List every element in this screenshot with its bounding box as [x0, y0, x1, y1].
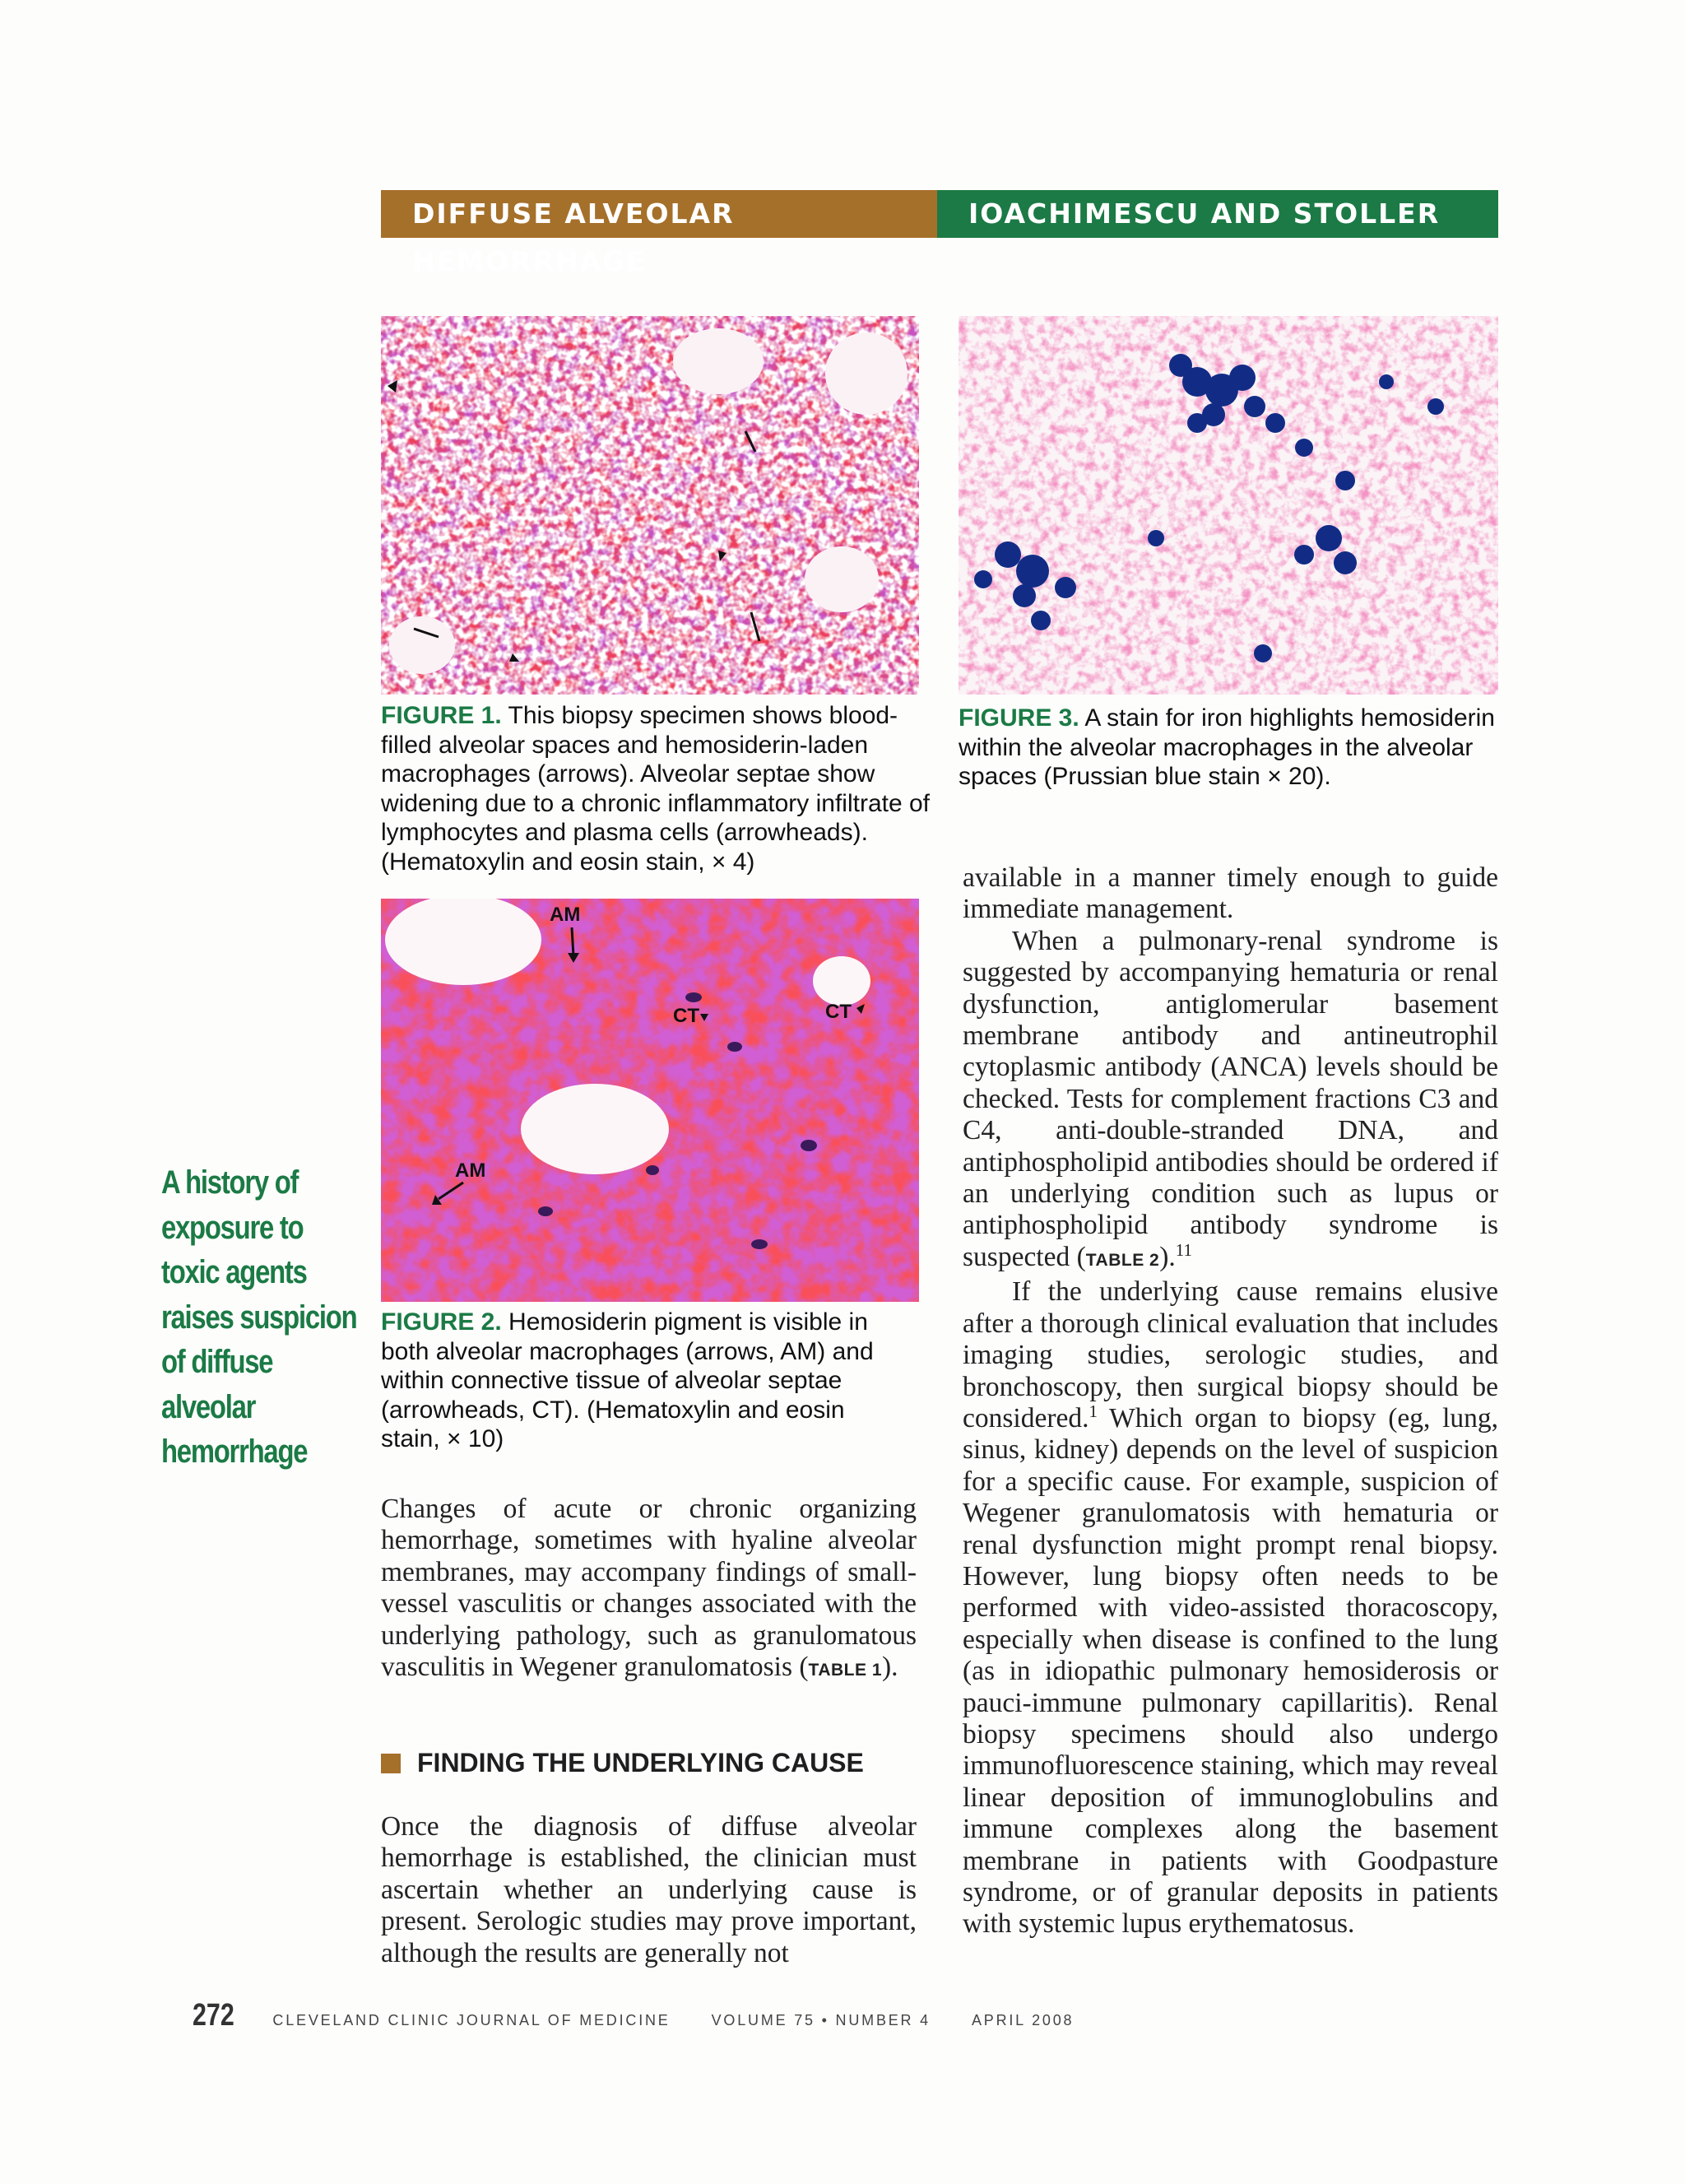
page-number: 272 — [193, 1998, 234, 2033]
publication-date: APRIL 2008 — [971, 2012, 1075, 2028]
pull-quote-line: hemorrhage — [161, 1434, 308, 1470]
pull-quote-line: toxic agents — [161, 1254, 307, 1290]
table-1-reference[interactable]: TABLE 1 — [808, 1661, 882, 1680]
left-para-1-text: Changes of acute or chronic organizing hemorrhage, sometimes with hyaline alveolar membranes, may accompany findings of small-vessel vasculitis or changes associated with the underlying pathology, such as granulomatous vasculitis in Wegener granulomatosis ( — [381, 1494, 917, 1683]
figure-1-caption — [381, 701, 937, 876]
right-para-3-text-b: Which organ to biopsy (eg, lung, sinus, kidney) depends on the level of suspicion for a specific cause. For example, suspicion of Wegener granulomatosis with hematuria or renal dysfunction might prompt renal biopsy. However, lung biopsy often needs to be performed with video-assisted thoracoscopy, especially when disease is confined to the lung (as in idiopathic pulmonary hemosiderosis or pauci-immune pulmonary capillaritis). Renal biopsy specimens should also undergo immunofluorescence staining, which may reveal linear deposition of immunoglobulins and immune complexes along the basement membrane in patients with Goodpasture syndrome, or of granular deposits in patients with systemic lupus erythematosus. — [963, 1402, 1498, 1940]
right-column-text — [963, 862, 1498, 1940]
section-bullet-square — [381, 1754, 401, 1773]
section-heading-text: FINDING THE UNDERLYING CAUSE — [417, 1748, 864, 1777]
left-para-2-text: Once the diagnosis of diffuse alveolar hemorrhage is established, the clinician must ascertain whether an underlying cause is present. Serologic studies may prove important, although the results are generally not — [381, 1811, 917, 1968]
pull-quote — [161, 1160, 357, 1475]
annotation-am-top: AM — [550, 904, 581, 926]
page-footer — [193, 1998, 1115, 2033]
annotation-ct-right: CT — [825, 1001, 852, 1023]
figure-1-micrograph — [381, 316, 919, 695]
pull-quote-line: A history of — [161, 1164, 299, 1201]
right-para-2-end: ). — [1159, 1241, 1176, 1272]
figure-3-caption-text: A stain for iron highlights hemosiderin within the alveolar macrophages in the alveolar spaces (Prussian blue stain × 20). — [959, 704, 1495, 790]
right-para-2-text: When a pulmonary-renal syndrome is suggested by accompanying hematuria or renal dysfunction, antiglomerular basement membrane antibody and antineutrophil cytoplasmic antibody (ANCA) levels should be checked. Tests for complement fractions C3 and C4, anti-double-stranded DNA, and antiphospholipid antibodies should be ordered if an underlying condition such as lupus or antiphospholipid antibody syndrome is suspected ( — [963, 925, 1498, 1272]
reference-1[interactable]: 1 — [1089, 1401, 1098, 1421]
pull-quote-line: exposure to — [161, 1209, 304, 1246]
left-para-1-end: ). — [882, 1652, 898, 1683]
pull-quote-line: raises suspicion — [161, 1299, 357, 1336]
annotation-am-bottom: AM — [455, 1159, 486, 1182]
table-2-reference[interactable]: TABLE 2 — [1085, 1250, 1160, 1270]
journal-name: CLEVELAND CLINIC JOURNAL OF MEDICINE — [272, 2012, 671, 2028]
right-para-2 — [963, 926, 1498, 1276]
figure-3-caption — [959, 704, 1502, 792]
figure-1-caption-text: This biopsy specimen shows blood-filled alveolar spaces and hemosiderin-laden macrophages (arrows). Alveolar septae show widening due to a chronic inflammatory infiltrate of lymphocytes and plasma cells (arrowheads). (Hematoxylin and eosin stain, × 4) — [381, 702, 931, 876]
section-heading — [381, 1748, 864, 1778]
pull-quote-line: alveolar — [161, 1388, 256, 1425]
volume-issue: VOLUME 75 • NUMBER 4 — [711, 2012, 931, 2028]
right-para-1: available in a manner timely enough to guide immediate management. — [963, 862, 1498, 925]
running-header — [381, 190, 1498, 277]
figure-1-label: FIGURE 1. — [381, 702, 502, 729]
figure-2-caption-text: Hemosiderin pigment is visible in both alveolar macrophages (arrows, AM) and within connective tissue of alveolar septae (arrowheads, CT). (Hematoxylin and eosin stain, × 10) — [381, 1308, 874, 1452]
reference-11[interactable]: 11 — [1175, 1239, 1192, 1260]
figure-3-micrograph — [959, 316, 1498, 695]
header-authors: IOACHIMESCU AND STOLLER — [937, 190, 1498, 238]
pull-quote-line: of diffuse — [161, 1344, 273, 1380]
annotation-ct-left: CT — [673, 1005, 699, 1027]
left-column-paragraph-1 — [381, 1494, 917, 1686]
figure-2-micrograph — [381, 899, 919, 1302]
figure-3-label: FIGURE 3. — [959, 704, 1079, 732]
right-para-3 — [963, 1276, 1498, 1940]
right-para-3-text-a: If the underlying cause remains elusive after a thorough clinical evaluation that includes imaging studies, serologic studies, and bronchoscopy, then surgical biopsy should be considered. — [963, 1276, 1498, 1434]
figure-2-caption — [381, 1308, 899, 1454]
left-column-paragraph-2 — [381, 1811, 917, 1969]
figure-2-label: FIGURE 2. — [381, 1308, 502, 1336]
header-article-title: DIFFUSE ALVEOLAR HEMORRHAGE — [381, 190, 937, 238]
